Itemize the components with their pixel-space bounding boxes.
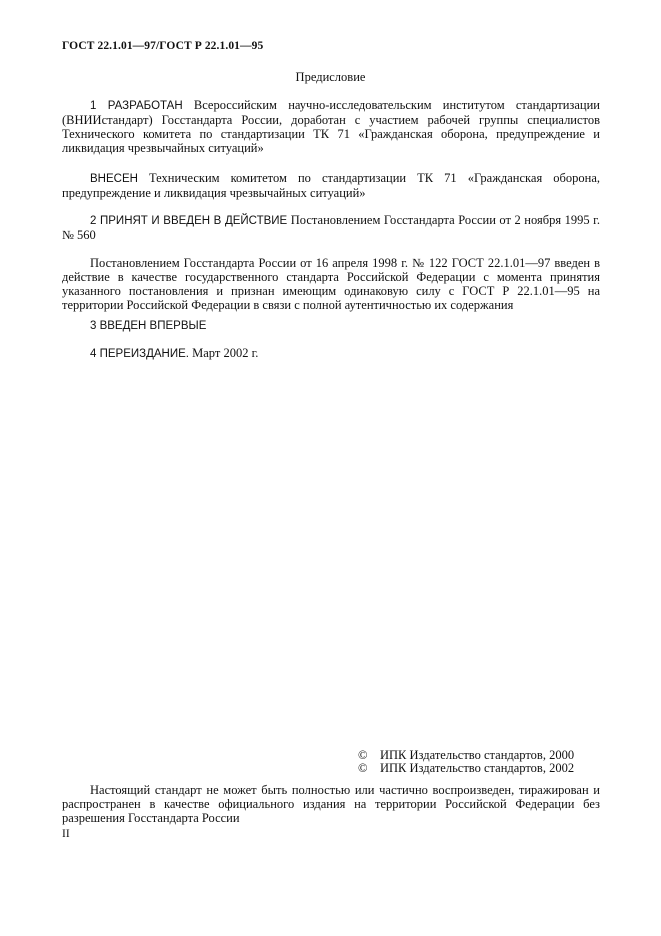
paragraph-adopted [62, 213, 600, 242]
page-number: II [62, 828, 70, 840]
paragraph-reissue [62, 346, 600, 361]
copyright-text: ИПК Издательство стандартов, 2000 [380, 748, 575, 762]
paragraph-lead: ВНЕСЕН [90, 173, 138, 185]
copyright-icon: © [358, 761, 368, 775]
copyright-text: ИПК Издательство стандартов, 2002 [380, 761, 575, 775]
paragraph-introduced [62, 171, 600, 200]
paragraph-text: Постановлением Госстандарта России от 2 ноября 1995 г. № 560 [62, 213, 600, 242]
reproduction-notice: Настоящий стандарт не может быть полностью или частично воспроизведен, тиражирован и распространен в качестве официального издания на территории Российской Федерации без разрешения Госстандарта России [62, 783, 600, 825]
paragraph-text: Всероссийским научно-исследовательским институтом стандартизации (ВНИИстандарт) Госстандарта России, доработан с участием рабочей группы специалистов Технического комитета по стандартизации ТК 71 «Гражданская оборона, предупреждение и ликвидация чрезвычайных ситуаций» [62, 98, 600, 155]
paragraph-first-introduced [62, 318, 600, 333]
paragraph-lead: 2 ПРИНЯТ И ВВЕДЕН В ДЕЙСТВИЕ [90, 215, 288, 227]
paragraph-developed [62, 98, 600, 155]
paragraph-lead: 4 ПЕРЕИЗДАНИЕ. [90, 348, 189, 360]
section-title: Предисловие [295, 70, 366, 84]
document-header: ГОСТ 22.1.01—97/ГОСТ Р 22.1.01—95 [62, 40, 264, 52]
paragraph-resolution [62, 256, 600, 312]
paragraph-text: Март 2002 г. [188, 346, 259, 360]
paragraph-lead: 3 ВВЕДЕН ВПЕРВЫЕ [90, 320, 207, 332]
paragraph-lead: 1 РАЗРАБОТАН [90, 100, 183, 112]
paragraph-text: Техническим комитетом по стандартизации ТК 71 «Гражданская оборона, предупреждение и ликвидация чрезвычайных ситуаций» [62, 171, 600, 200]
paragraph-text: Постановлением Госстандарта России от 16 апреля 1998 г. № 122 ГОСТ 22.1.01—97 введен в действие в качестве государственного стандарта Российской Федерации с момента принятия указанного постановления и признан имеющим одинаковую силу с ГОСТ Р 22.1.01—95 на территории Российской Федерации в связи с полной аутентичностью их содержания [62, 256, 600, 312]
copyright-line-2002 [358, 761, 574, 776]
copyright-icon: © [358, 748, 368, 762]
